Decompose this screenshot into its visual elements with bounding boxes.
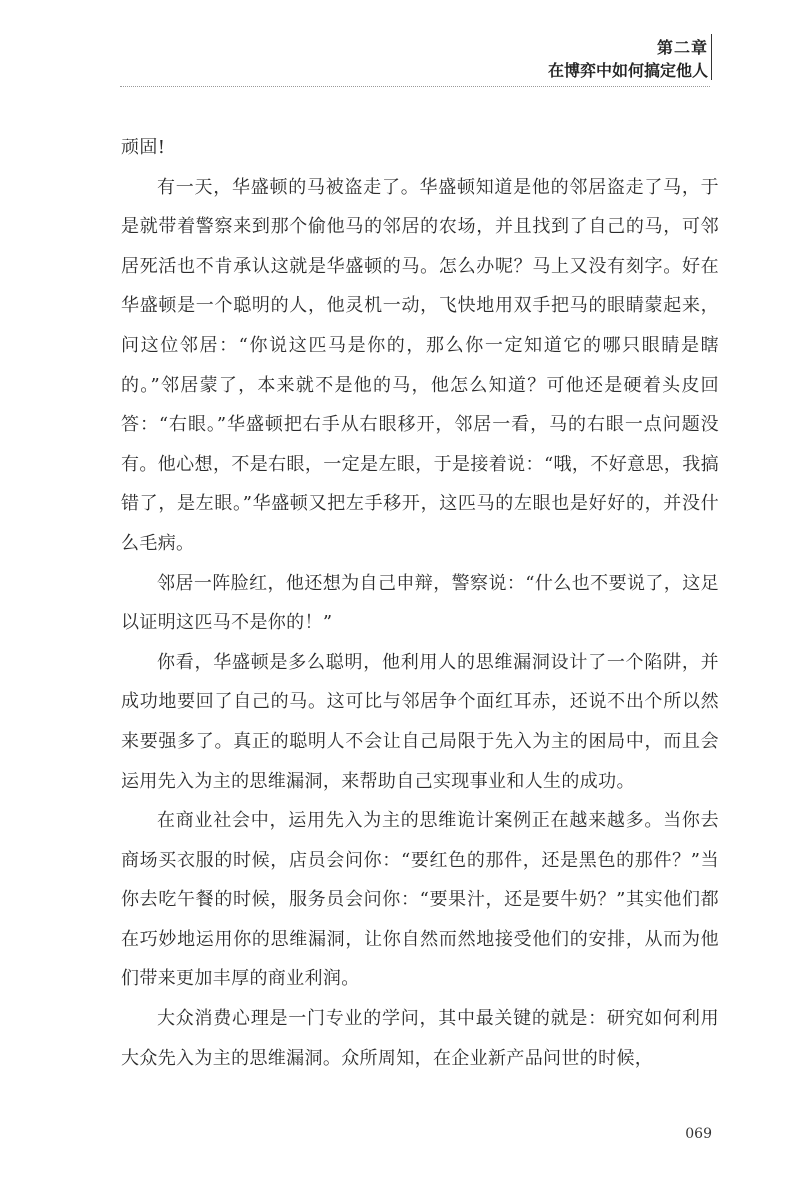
header-dotted-rule: [120, 86, 710, 87]
paragraph: 在商业社会中，运用先入为主的思维诡计案例正在越来越多。当你去商场买衣服的时候，店员会问你：“要红色的那件，还是黑色的那件？”当你去吃午餐的时候，服务员会问你：“要果汁，还是要牛奶？”其实他们都在巧妙地运用你的思维漏洞，让你自然而然地接受他们的安排，从而为他们带来更加丰厚的商业利润。: [121, 810, 719, 990]
paragraph: 你看，华盛顿是多么聪明，他利用人的思维漏洞设计了一个陷阱，并成功地要回了自己的马。这可比与邻居争个面红耳赤，还说不出个所以然来要强多了。真正的聪明人不会让自己局限于先入为主的困局中，而且会运用先入为主的思维漏洞，来帮助自己实现事业和人生的成功。: [121, 651, 719, 792]
paragraph: 大众消费心理是一门专业的学问，其中最关键的就是：研究如何利用大众先入为主的思维漏洞。众所周知，在企业新产品问世的时候，: [121, 1008, 719, 1069]
chapter-title: 在博弈中如何搞定他人: [547, 61, 708, 80]
running-header: [548, 38, 708, 82]
page-number: 069: [685, 1126, 712, 1142]
header-vertical-bar: [711, 34, 712, 80]
body-text: [121, 128, 719, 1078]
paragraph-continuation: 顽固!: [121, 137, 166, 158]
paragraph: 邻居一阵脸红，他还想为自己申辩，警察说：“什么也不要说了，这足以证明这匹马不是你的！”: [121, 572, 719, 634]
paragraph: 有一天，华盛顿的马被盗走了。华盛顿知道是他的邻居盗走了马，于是就带着警察来到那个偷他马的邻居的农场，并且找到了自己的马，可邻居死活也不肯承认这就是华盛顿的马。怎么办呢？马上又没有刻字。好在华盛顿是一个聪明的人，他灵机一动，飞快地用双手把马的眼睛蒙起来，问这位邻居：“你说这匹马是你的，那么你一定知道它的哪只眼睛是瞎的。”邻居蒙了，本来就不是他的马，他怎么知道？可他还是硬着头皮回答：“右眼。”华盛顿把右手从右眼移开，邻居一看，马的右眼一点问题没有。他心想，不是右眼，一定是左眼，于是接着说：“哦，不好意思，我搞错了，是左眼。”华盛顿又把左手移开，这匹马的左眼也是好好的，并没什么毛病。: [121, 176, 719, 554]
chapter-label: 第二章: [656, 38, 708, 57]
